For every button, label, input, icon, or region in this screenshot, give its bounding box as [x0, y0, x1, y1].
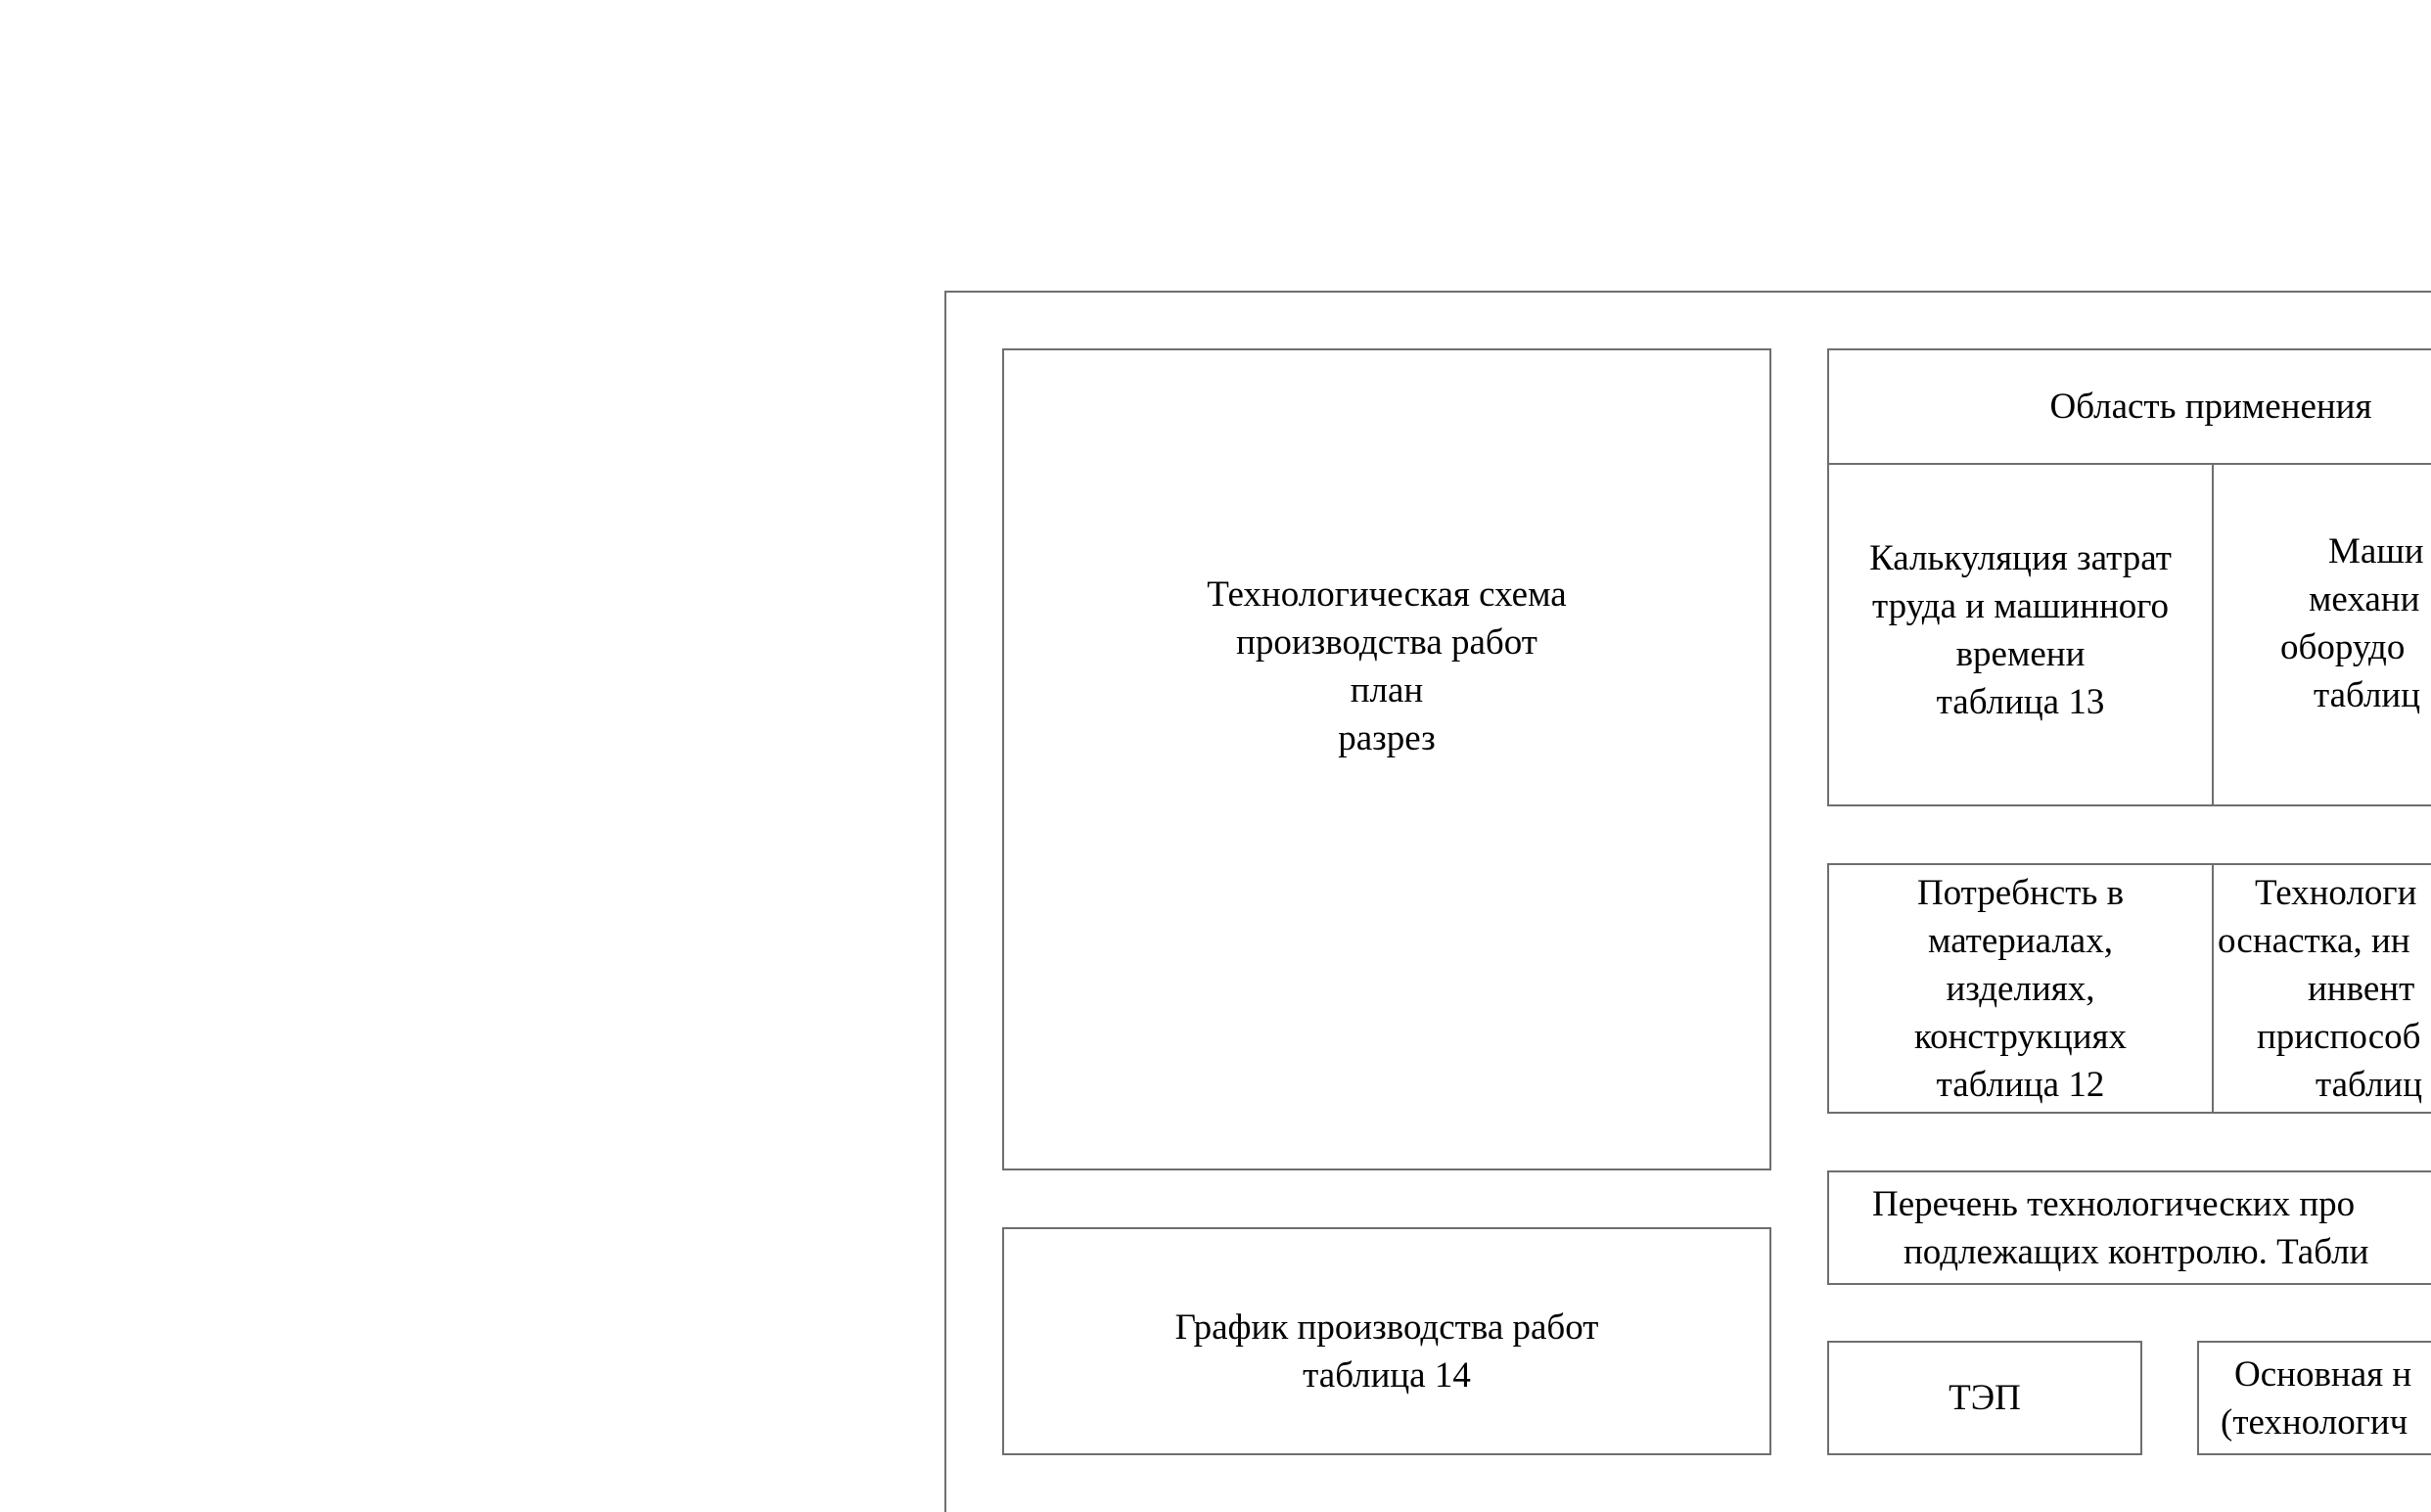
materials-line-2: материалах, [1928, 920, 2113, 961]
machines-line-1: Маши [2328, 530, 2424, 572]
labor-line-3: времени [1955, 633, 2086, 674]
schedule-line-1: График производства работ [1174, 1306, 1599, 1348]
block-main-label [2197, 1341, 2431, 1455]
materials-line-5: таблица 12 [1936, 1064, 2105, 1105]
block-work-schedule [1002, 1227, 1771, 1455]
scheme-line-4: разрез [1338, 718, 1436, 758]
tooling-line-3: инвент [2308, 968, 2415, 1009]
block-labor-calculation [1827, 463, 2214, 806]
tep-label: ТЭП [1949, 1378, 2021, 1418]
machines-line-4: таблиц [2314, 674, 2421, 715]
block-machines [2212, 463, 2431, 806]
block-tooling [2212, 863, 2431, 1114]
main-label-line-1: Основная н [2234, 1353, 2412, 1395]
schedule-line-2: таблица 14 [1303, 1354, 1471, 1396]
application-area-label: Область применения [2049, 387, 2372, 427]
machines-line-3: оборудо [2280, 626, 2406, 667]
materials-line-3: изделиях, [1946, 968, 2095, 1009]
tooling-line-4: приспособ [2257, 1016, 2421, 1057]
scheme-line-1: Технологическая схема [1207, 574, 1567, 615]
machines-line-2: механи [2309, 578, 2420, 619]
materials-line-1: Потребнсть в [1916, 872, 2125, 913]
block-tep [1827, 1341, 2142, 1455]
tooling-line-1: Технологи [2255, 872, 2417, 913]
tooling-line-2: оснастка, ин [2218, 920, 2410, 961]
control-line-1: Перечень технологических про [1872, 1183, 2356, 1224]
control-line-2: подлежащих контролю. Табли [1904, 1231, 2369, 1272]
scheme-line-3: план [1350, 670, 1424, 710]
materials-line-4: конструкциях [1913, 1016, 2128, 1057]
block-technological-scheme [1002, 348, 1771, 1170]
block-control-list [1827, 1170, 2431, 1285]
block-application-area [1827, 348, 2431, 465]
labor-line-1: Калькуляция затрат [1869, 537, 2172, 578]
main-label-line-2: (технологич [2221, 1401, 2408, 1443]
labor-line-2: труда и машинного [1871, 585, 2170, 626]
tooling-line-5: таблиц [2316, 1064, 2423, 1105]
block-materials [1827, 863, 2214, 1114]
scheme-line-2: производства работ [1236, 622, 1537, 663]
labor-line-4: таблица 13 [1936, 681, 2105, 722]
